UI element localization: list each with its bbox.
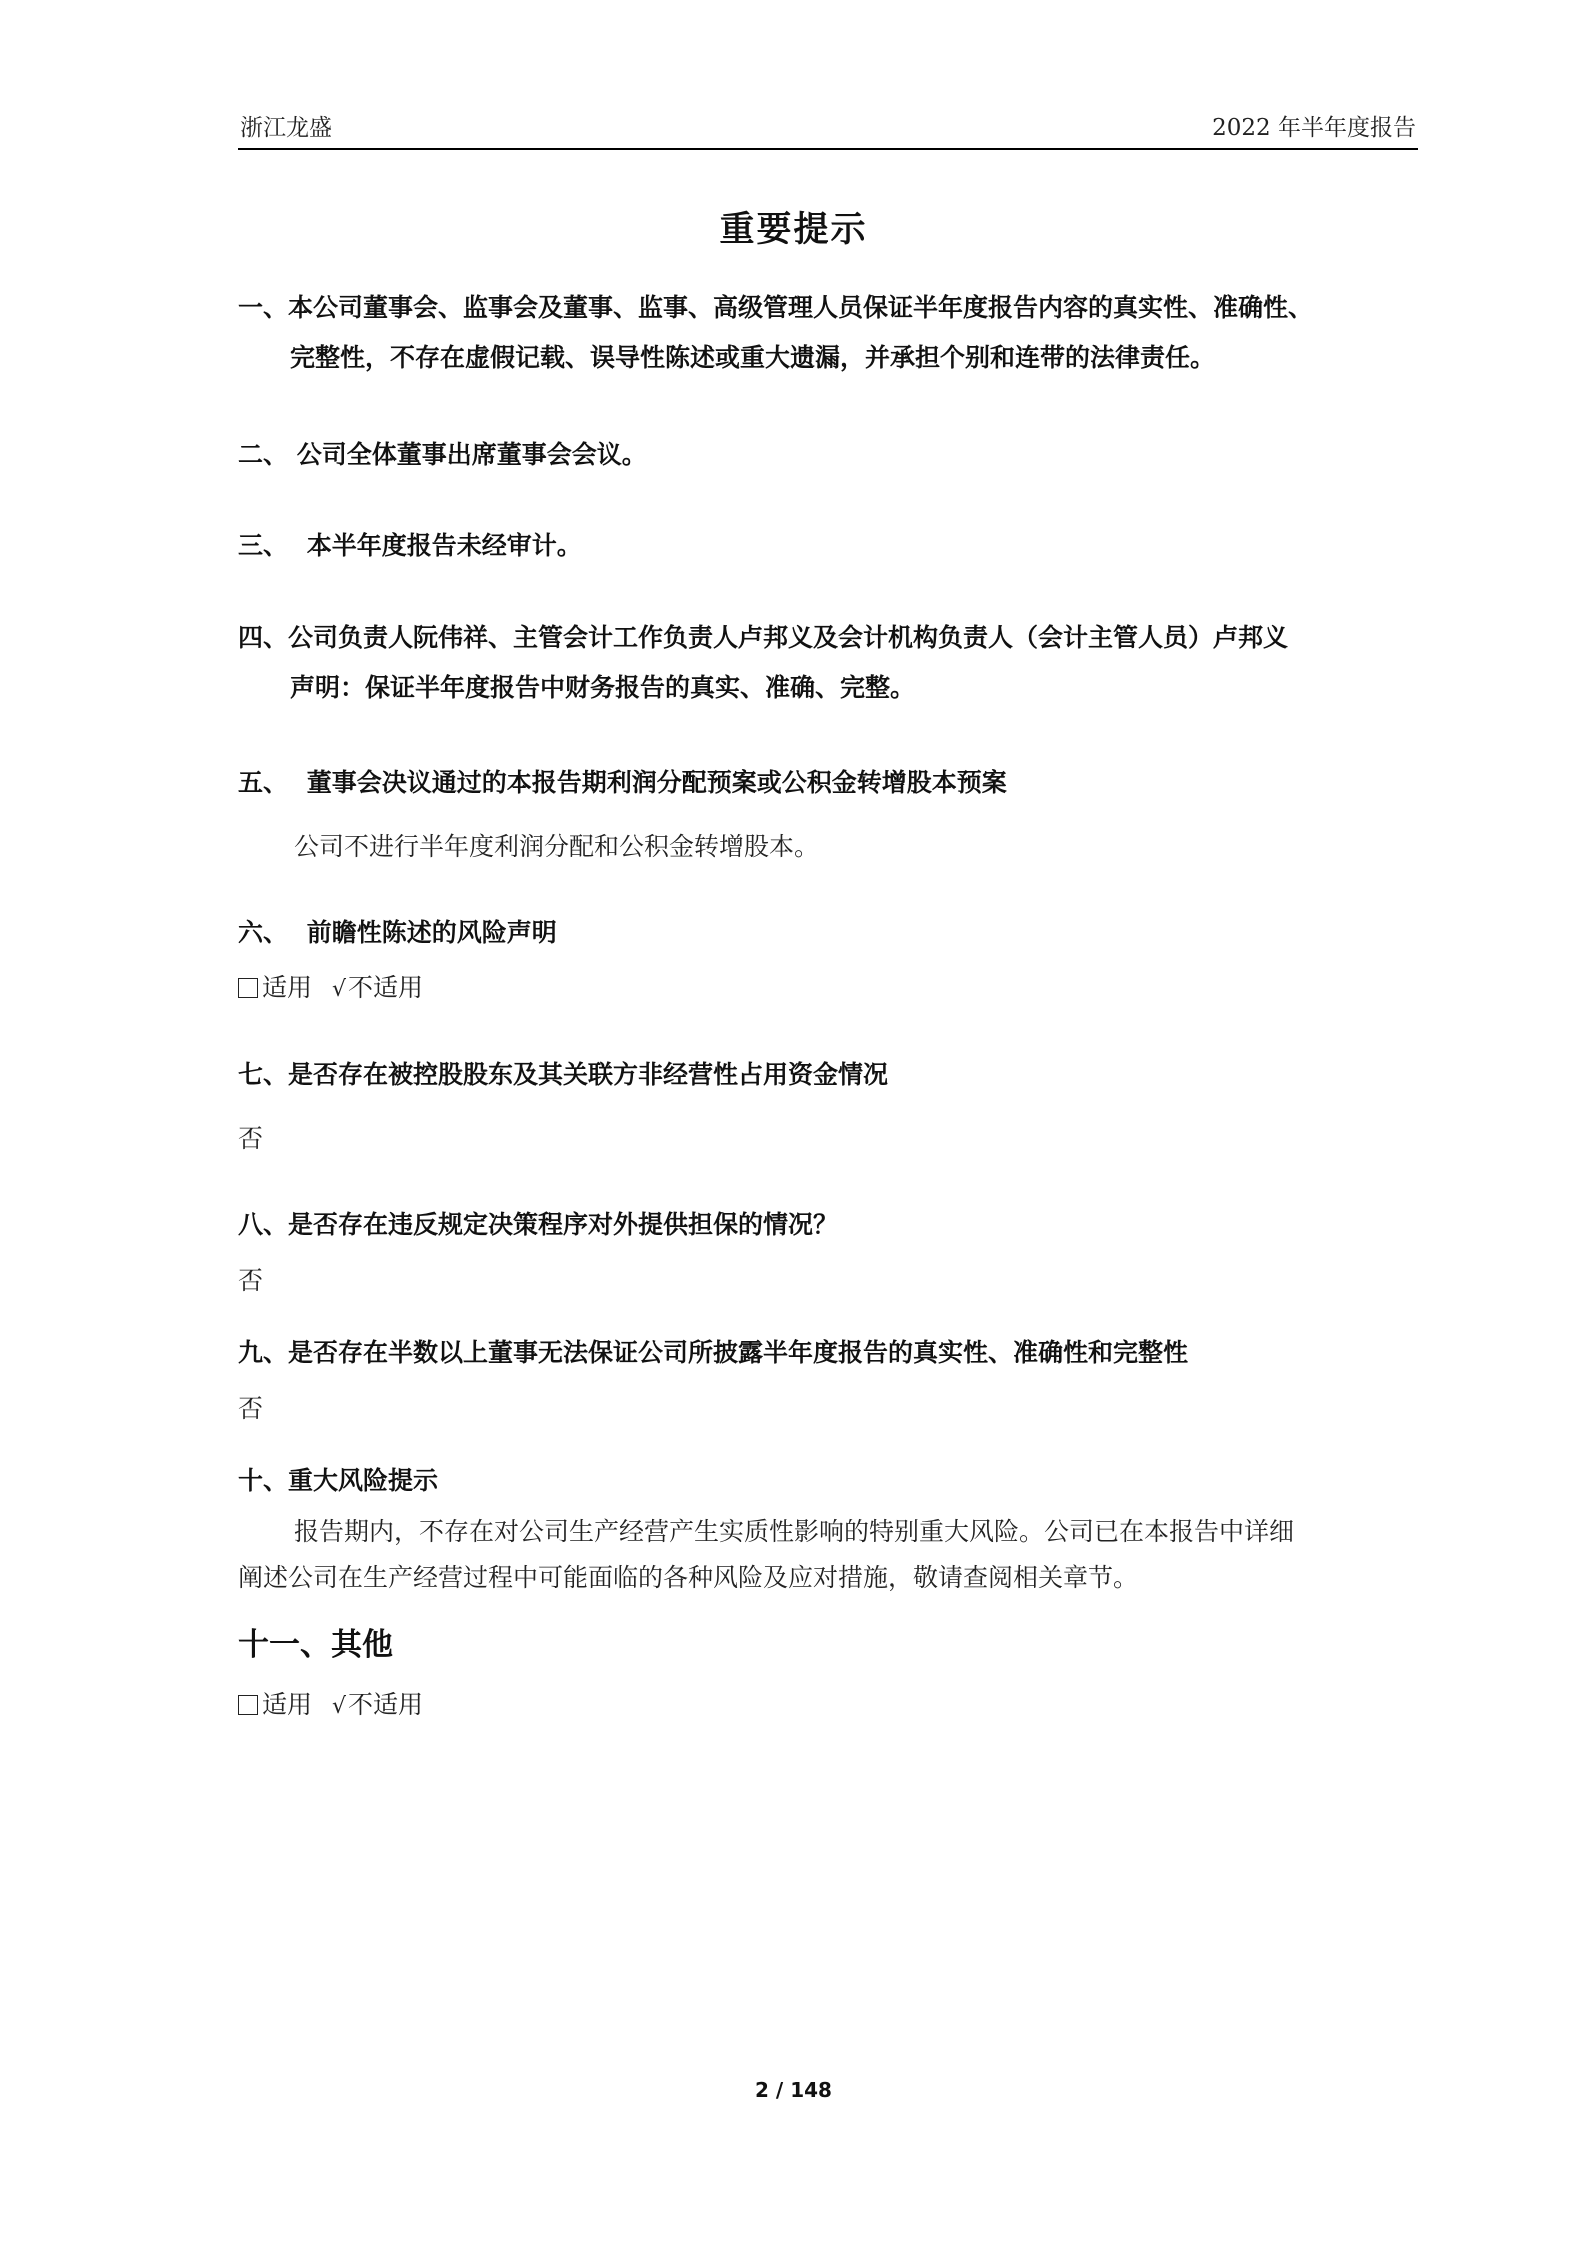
item-seven-text: 是否存在被控股股东及其关联方非经营性占用资金情况 xyxy=(288,1060,889,1089)
item-ten-number: 十、 xyxy=(238,1466,289,1495)
item-six-text: 前瞻性陈述的风险声明 xyxy=(306,918,557,947)
item-three xyxy=(238,521,1418,571)
checkbox-empty-icon xyxy=(238,978,258,998)
item-six-applicable: 适用 xyxy=(262,973,313,1002)
checkmark-icon: √ xyxy=(332,977,347,1002)
item-seven xyxy=(238,1050,1418,1100)
item-two xyxy=(238,430,1418,480)
item-five-body: 公司不进行半年度利润分配和公积金转增股本。 xyxy=(294,832,820,861)
item-six xyxy=(238,908,1418,958)
item-one xyxy=(238,283,1418,383)
item-two-text: 公司全体董事出席董事会会议。 xyxy=(296,440,647,469)
item-eleven-number: 十一、 xyxy=(238,1627,331,1663)
header-company: 浙江龙盛 xyxy=(240,115,332,141)
item-five-number: 五、 xyxy=(238,768,289,797)
item-five-text: 董事会决议通过的本报告期利润分配预案或公积金转增股本预案 xyxy=(306,768,1007,797)
checkmark-icon: √ xyxy=(332,1694,347,1719)
item-six-not-applicable: 不适用 xyxy=(348,973,424,1002)
item-one-line1: 本公司董事会、监事会及董事、监事、高级管理人员保证半年度报告内容的真实性、准确性、 xyxy=(288,293,1314,322)
item-three-text: 本半年度报告未经审计。 xyxy=(306,531,582,560)
item-one-line2: 完整性，不存在虚假记载、误导性陈述或重大遗漏，并承担个别和连带的法律责任。 xyxy=(290,343,1216,372)
item-eight-text: 是否存在违反规定决策程序对外提供担保的情况？ xyxy=(288,1210,839,1239)
item-ten-body xyxy=(238,1509,1418,1601)
item-eleven xyxy=(238,1620,1418,1670)
item-five xyxy=(238,758,1418,808)
item-eight-number: 八、 xyxy=(238,1210,289,1239)
page-number: 2 / 148 xyxy=(755,2078,832,2102)
item-four-number: 四、 xyxy=(238,623,289,652)
item-ten-body-line1: 报告期内，不存在对公司生产经营产生实质性影响的特别重大风险。公司已在本报告中详细 xyxy=(294,1517,1295,1546)
checkbox-empty-icon xyxy=(238,1695,258,1715)
item-three-number: 三、 xyxy=(238,531,289,560)
item-seven-answer: 否 xyxy=(238,1124,264,1153)
item-ten-text: 重大风险提示 xyxy=(288,1466,439,1495)
item-eight xyxy=(238,1200,1418,1250)
item-six-options xyxy=(238,963,1418,1015)
item-four-line1: 公司负责人阮伟祥、主管会计工作负责人卢邦义及会计机构负责人（会计主管人员）卢邦义 xyxy=(288,623,1289,652)
item-ten-body-line2: 阐述公司在生产经营过程中可能面临的各种风险及应对措施，敬请查阅相关章节。 xyxy=(238,1563,1139,1592)
item-eight-answer: 否 xyxy=(238,1266,264,1295)
item-ten xyxy=(238,1456,1418,1506)
header-report-title: 2022 年半年度报告 xyxy=(1212,115,1416,141)
item-six-number: 六、 xyxy=(238,918,289,947)
item-seven-number: 七、 xyxy=(238,1060,289,1089)
item-nine-text: 是否存在半数以上董事无法保证公司所披露半年度报告的真实性、准确性和完整性 xyxy=(288,1338,1189,1367)
item-nine xyxy=(238,1328,1418,1378)
item-nine-answer: 否 xyxy=(238,1394,264,1423)
running-header xyxy=(238,108,1418,150)
item-eleven-not-applicable: 不适用 xyxy=(348,1690,424,1719)
item-four-line2: 声明：保证半年度报告中财务报告的真实、准确、完整。 xyxy=(290,673,916,702)
item-four xyxy=(238,613,1418,713)
item-one-number: 一、 xyxy=(238,293,289,322)
item-eleven-options xyxy=(238,1680,1418,1732)
page-title: 重要提示 xyxy=(719,210,868,250)
item-nine-number: 九、 xyxy=(238,1338,289,1367)
item-eleven-text: 其他 xyxy=(331,1627,393,1663)
item-eleven-applicable: 适用 xyxy=(262,1690,313,1719)
item-two-number: 二、 xyxy=(238,440,289,469)
